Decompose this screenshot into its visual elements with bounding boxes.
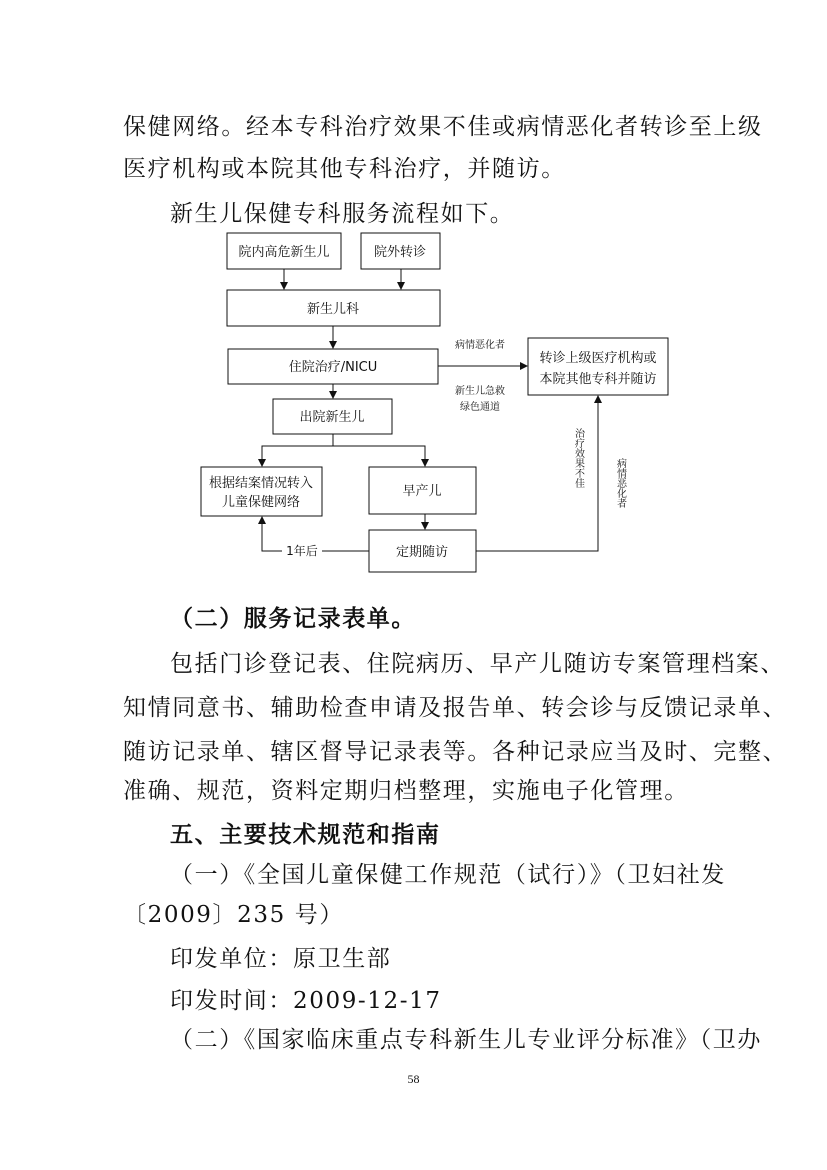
label-poor-effect: 治疗效果不佳 (572, 428, 584, 488)
text-line: 〔2009〕235 号） (123, 902, 344, 928)
label-green-line2: 绿色通道 (460, 402, 500, 413)
page-number: 58 (407, 1072, 420, 1086)
node-refer-line2: 本院其他专科并随访 (539, 372, 657, 387)
node-preterm: 早产儿 (402, 484, 442, 499)
arrow-discharge-childcare (262, 434, 333, 466)
text-line: 印发单位：原卫生部 (170, 946, 392, 972)
text-line: 印发时间：2009-12-17 (170, 988, 442, 1014)
text-line: （一）《全国儿童保健工作规范（试行）》（卫妇社发 (170, 862, 726, 888)
node-refer-line1: 转诊上级医疗机构或 (539, 351, 657, 366)
node-inhospital: 院内高危新生儿 (238, 245, 330, 260)
label-green-line1: 新生儿急救 (455, 386, 505, 397)
label-worsen: 病情恶化者 (455, 340, 505, 351)
flow-intro: 新生儿保健专科服务流程如下。 (170, 201, 515, 227)
label-worsen-vertical: 病情恶化者 (614, 458, 626, 508)
arrow-discharge-preterm (333, 446, 425, 466)
text-line: 知情同意书、辅助检查申请及报告单、转会诊与反馈记录单、 (123, 695, 788, 721)
label-one-year: 1年后 (286, 544, 318, 558)
section-heading: 五、主要技术规范和指南 (170, 822, 441, 848)
node-childcare-line1: 根据结案情况转入 (208, 476, 314, 491)
node-childcare-line2: 儿童保健网络 (221, 495, 301, 510)
text-line: 保健网络。经本专科治疗效果不佳或病情恶化者转诊至上级 (123, 114, 763, 140)
node-discharge: 出院新生儿 (299, 410, 365, 425)
text-line: 随访记录单、辖区督导记录表等。各种记录应当及时、完整、 (123, 739, 788, 765)
text-line: 准确、规范，资料定期归档整理，实施电子化管理。 (123, 778, 689, 804)
node-nicu: 住院治疗/NICU (288, 360, 378, 375)
node-followup: 定期随访 (395, 545, 449, 560)
node-neonatal: 新生儿科 (306, 302, 360, 317)
node-transfer-in: 院外转诊 (373, 245, 427, 260)
text-line: 医疗机构或本院其他专科治疗，并随访。 (123, 156, 566, 182)
section-heading: （二）服务记录表单。 (170, 606, 416, 632)
text-line: （二）《国家临床重点专科新生儿专业评分标准》（卫办 (170, 1027, 762, 1053)
text-line: 包括门诊登记表、住院病历、早产儿随访专案管理档案、 (170, 651, 785, 677)
arrow-oneyear-childcare (262, 517, 282, 551)
